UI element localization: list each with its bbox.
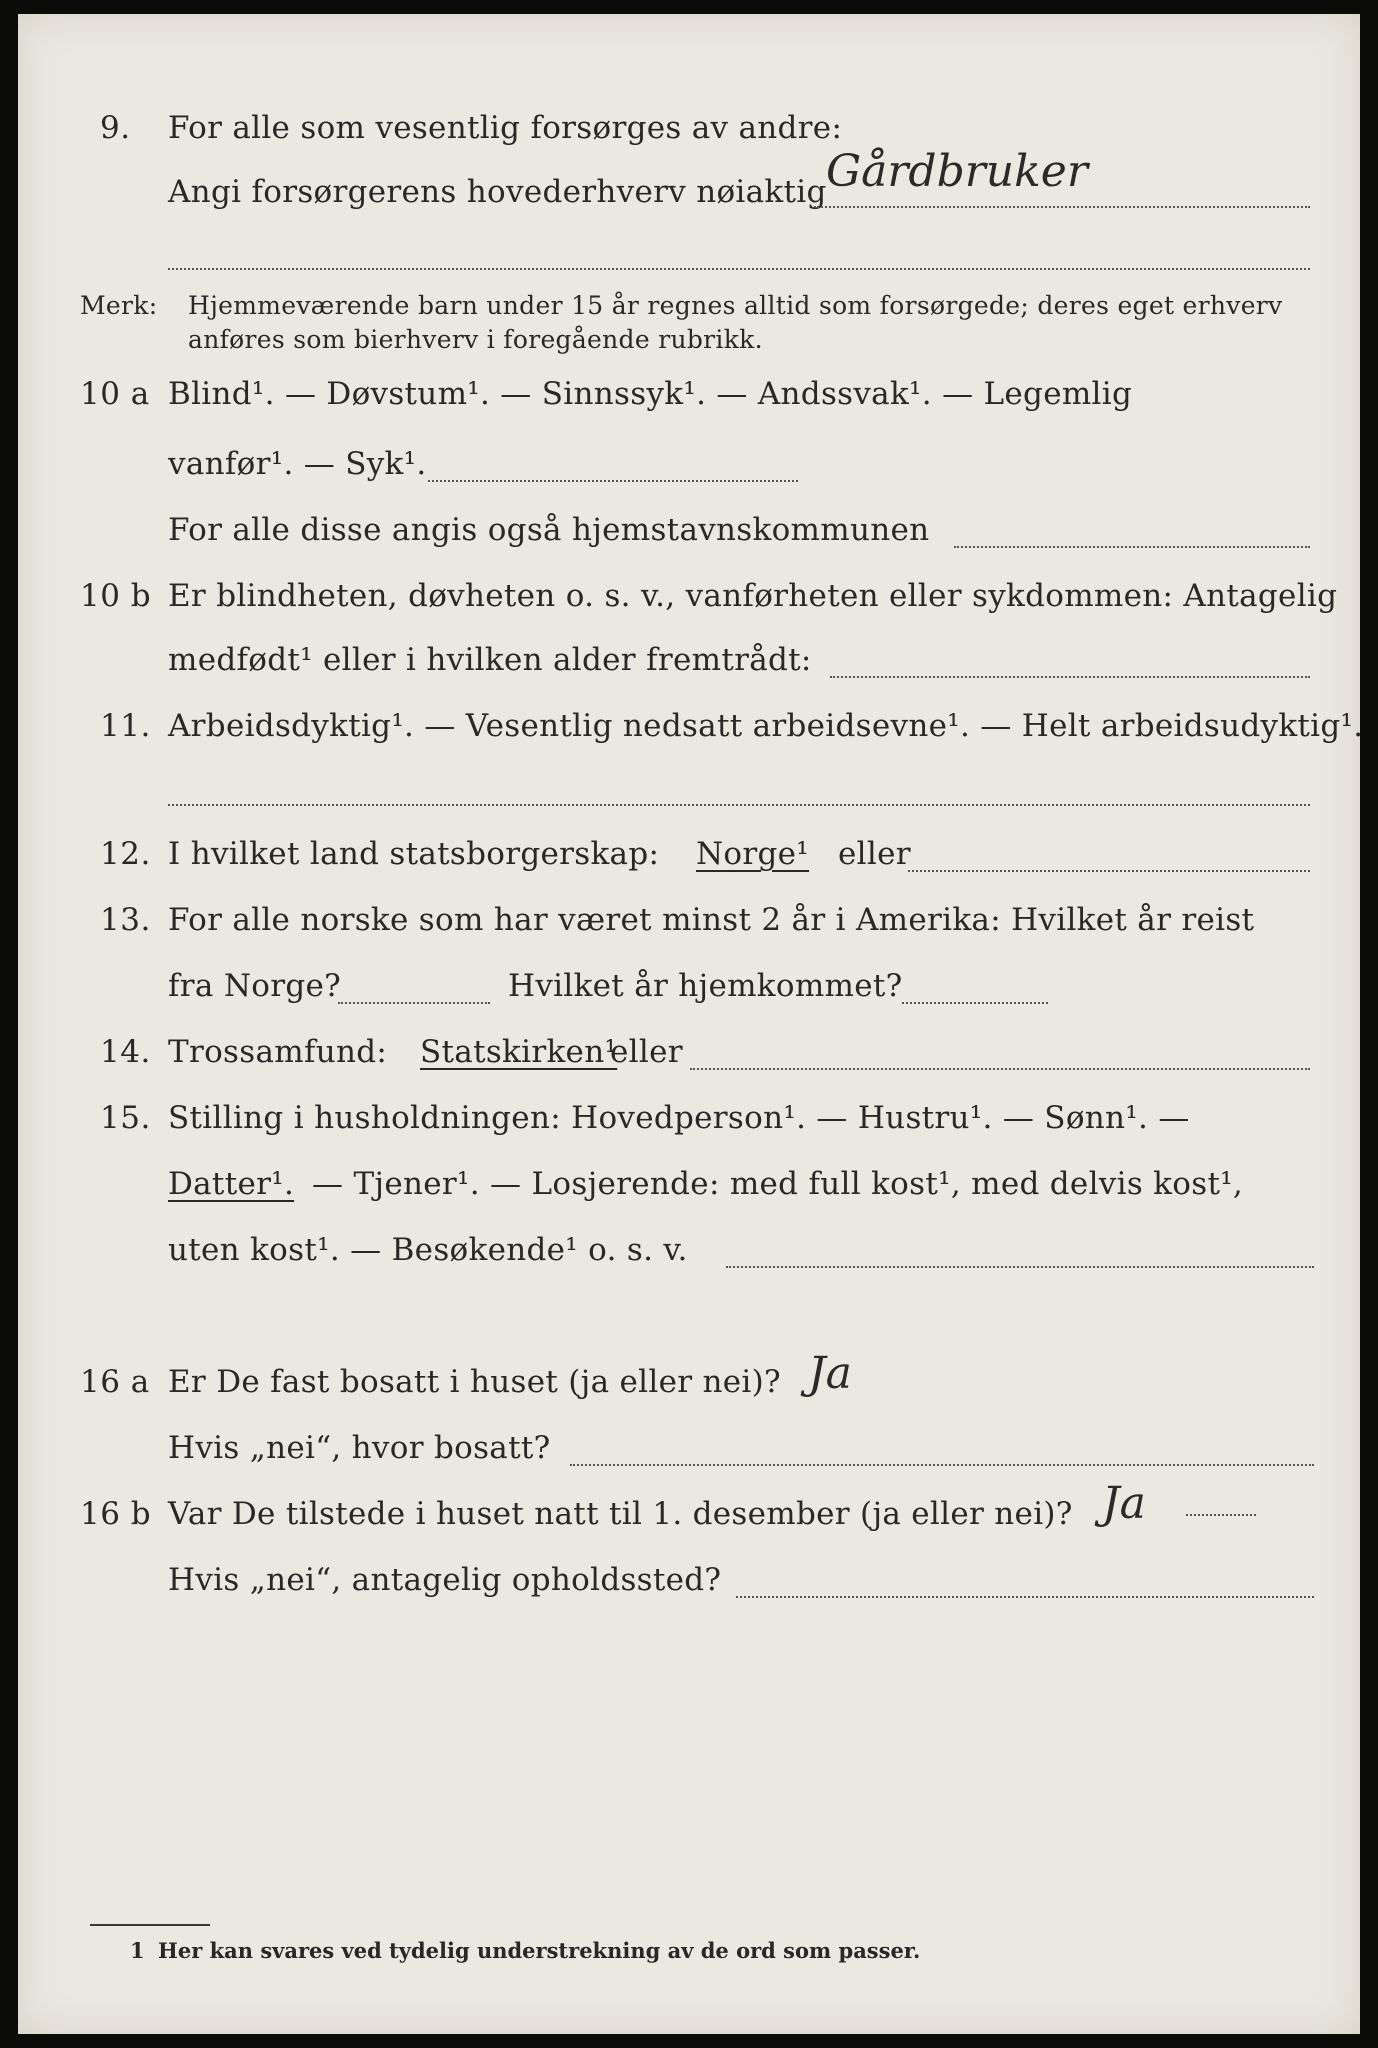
q10b-question: Er blindheten, døvheten o. s. v., vanførheten eller sykdommen: Antagelig	[168, 578, 1338, 614]
merk-label: Merk:	[80, 291, 158, 320]
q14-statskirken-option[interactable]: Statskirken¹	[420, 1034, 618, 1070]
q10b-number: 10 b	[80, 578, 152, 614]
q9-answer-line[interactable]	[814, 206, 1310, 208]
q10a-options-2: vanfør¹. — Syk¹.	[168, 446, 427, 482]
q14-label: Trossamfund:	[168, 1034, 388, 1070]
q15-options-3: uten kost¹. — Besøkende¹ o. s. v.	[168, 1232, 688, 1268]
q16a-handwritten-answer: Ja	[808, 1348, 852, 1399]
q16a-number: 16 a	[80, 1364, 150, 1400]
q15-answer-line[interactable]	[726, 1266, 1314, 1268]
q14-eller: eller	[610, 1034, 683, 1070]
q10a-home-municipality-line[interactable]	[954, 546, 1310, 548]
q14-number: 14.	[100, 1034, 151, 1070]
q16b-whereabouts-label: Hvis „nei“, antagelig opholdssted?	[168, 1562, 722, 1598]
q16a-residence-line[interactable]	[570, 1464, 1314, 1466]
q13-departure-label: fra Norge?	[168, 968, 342, 1004]
q13-departure-line[interactable]	[338, 1002, 490, 1004]
q11-answer-line[interactable]	[168, 804, 1310, 806]
q9-provider-label: Angi forsørgerens hovederhverv nøiaktig	[168, 174, 827, 210]
q10a-options: Blind¹. — Døvstum¹. — Sinnssyk¹. — Andssvak¹. — Legemlig	[168, 376, 1133, 412]
q11-options: Arbeidsdyktig¹. — Vesentlig nedsatt arbeidsevne¹. — Helt arbeidsudyktig¹.	[168, 708, 1364, 744]
q10a-home-municipality-label: For alle disse angis også hjemstavnskommunen	[168, 512, 930, 548]
merk-text-1: Hjemmeværende barn under 15 år regnes alltid som forsørgede; deres eget erhverv	[188, 291, 1283, 320]
footnote-rule	[90, 1924, 210, 1926]
q15-options-2: — Tjener¹. — Losjerende: med full kost¹, med delvis kost¹,	[312, 1166, 1244, 1202]
q16b-whereabouts-line[interactable]	[736, 1596, 1314, 1598]
q13-question: For alle norske som har været minst 2 år i Amerika: Hvilket år reist	[168, 902, 1255, 938]
q12-question: I hvilket land statsborgerskap:	[168, 836, 660, 872]
q9-question: For alle som vesentlig forsørges av andre:	[168, 110, 843, 146]
q12-eller: eller	[838, 836, 911, 872]
q12-answer-line[interactable]	[908, 870, 1310, 872]
q11-number: 11.	[100, 708, 151, 744]
q16b-question: Var De tilstede i huset natt til 1. desember (ja eller nei)?	[168, 1496, 1073, 1532]
q10a-number: 10 a	[80, 376, 150, 412]
merk-text-2: anføres som bierhverv i foregående rubrikk.	[188, 325, 763, 354]
q10a-sick-line[interactable]	[428, 480, 798, 482]
q10b-question-2: medfødt¹ eller i hvilken alder fremtrådt:	[168, 642, 812, 678]
q10b-answer-line[interactable]	[830, 676, 1310, 678]
q14-answer-line[interactable]	[690, 1068, 1310, 1070]
q15-options: Stilling i husholdningen: Hovedperson¹. — Hustru¹. — Sønn¹. —	[168, 1100, 1190, 1136]
q13-return-line[interactable]	[902, 1002, 1048, 1004]
q16a-question: Er De fast bosatt i huset (ja eller nei)?	[168, 1364, 781, 1400]
q12-norge-option[interactable]: Norge¹	[696, 836, 810, 872]
q16b-handwritten-answer: Ja	[1102, 1478, 1146, 1529]
q15-number: 15.	[100, 1100, 151, 1136]
q15-datter-option[interactable]: Datter¹.	[168, 1166, 295, 1202]
census-form-page	[18, 14, 1364, 2034]
q13-number: 13.	[100, 902, 151, 938]
q12-number: 12.	[100, 836, 151, 872]
footnote-mark: 1	[130, 1938, 145, 1963]
q9-extra-line[interactable]	[168, 268, 1310, 270]
q16b-number: 16 b	[80, 1496, 152, 1532]
q9-handwritten-answer: Gårdbruker	[826, 146, 1088, 197]
q16a-residence-label: Hvis „nei“, hvor bosatt?	[168, 1430, 551, 1466]
q9-number: 9.	[100, 110, 131, 146]
footnote-text: Her kan svares ved tydelig understrekning av de ord som passer.	[158, 1938, 921, 1963]
q16b-answer-line[interactable]	[1186, 1514, 1256, 1516]
q13-return-label: Hvilket år hjemkommet?	[508, 968, 903, 1004]
